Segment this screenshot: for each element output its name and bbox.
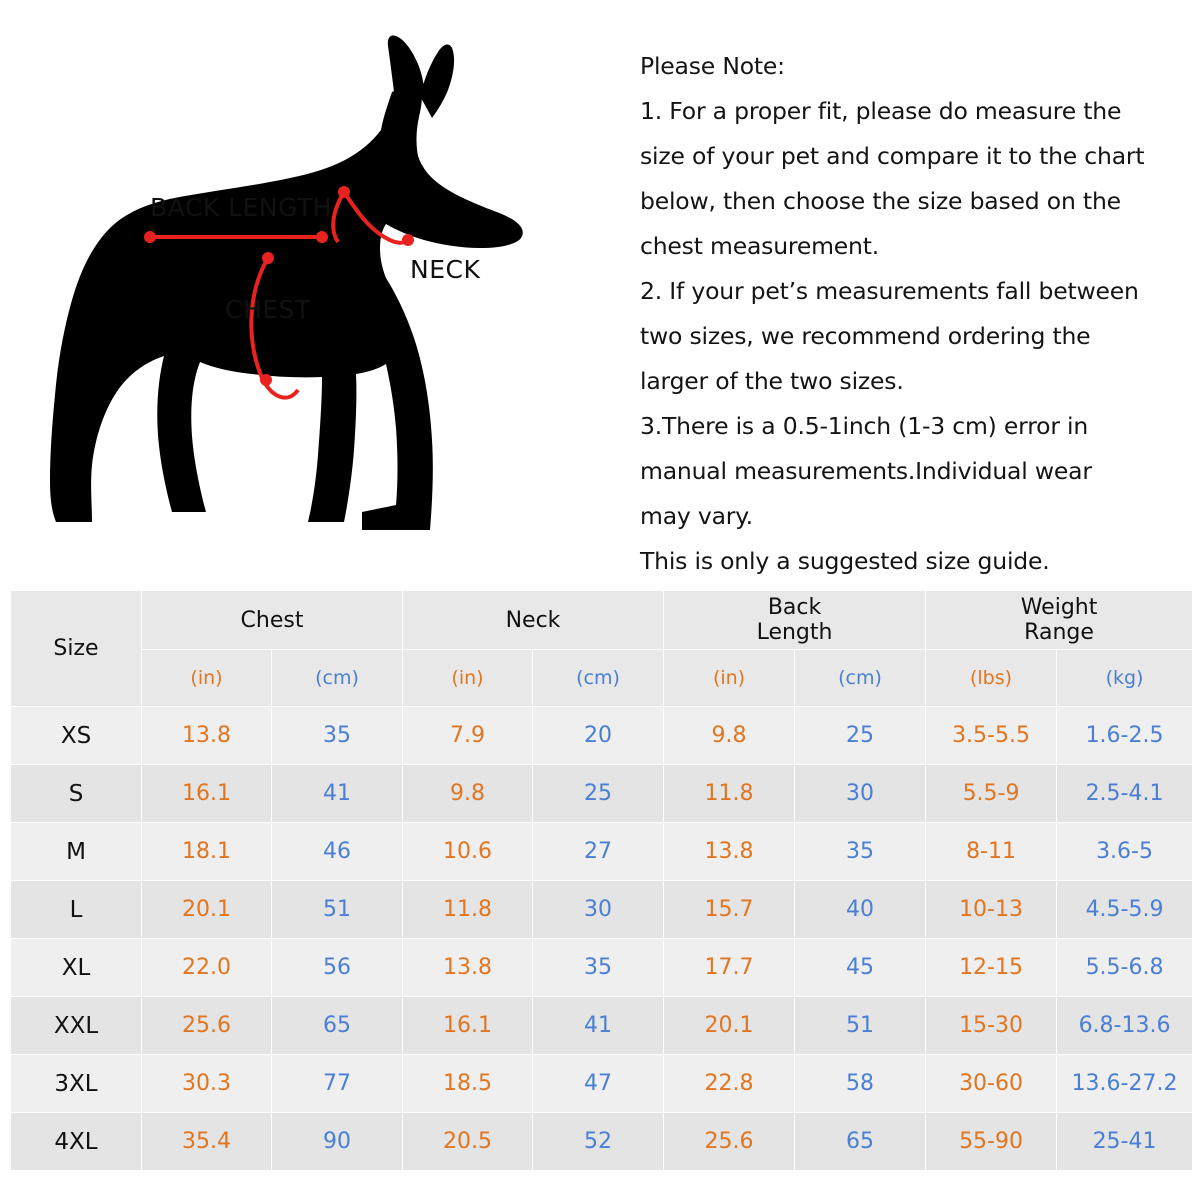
cell-size: L — [11, 881, 142, 939]
cell-chest-in: 16.1 — [142, 765, 272, 823]
header-back-length-line1: Back — [767, 595, 822, 620]
cell-size: 3XL — [11, 1055, 142, 1113]
note-line-2: size of your pet and compare it to the chart — [640, 142, 1145, 170]
cell-neck-cm: 27 — [533, 823, 664, 881]
table-row — [11, 1055, 1193, 1113]
cell-back-in: 17.7 — [664, 939, 795, 997]
size-chart-table — [10, 590, 1193, 1171]
unit-chest-cm: (cm) — [272, 650, 403, 707]
header-back-length — [664, 591, 926, 650]
note-line-5: 2. If your pet’s measurements fall between — [640, 277, 1139, 305]
note-line-8: 3.There is a 0.5-1inch (1-3 cm) error in — [640, 412, 1089, 440]
cell-back-in: 25.6 — [664, 1113, 795, 1171]
note-line-7: larger of the two sizes. — [640, 367, 904, 395]
cell-weight-lbs: 5.5-9 — [926, 765, 1057, 823]
cell-back-cm: 51 — [795, 997, 926, 1055]
cell-neck-in: 11.8 — [403, 881, 533, 939]
cell-back-in: 20.1 — [664, 997, 795, 1055]
header-weight-range-line2: Range — [1024, 620, 1094, 645]
cell-size: XL — [11, 939, 142, 997]
cell-neck-cm: 41 — [533, 997, 664, 1055]
cell-chest-cm: 56 — [272, 939, 403, 997]
label-neck: NECK — [410, 255, 481, 284]
unit-back-cm: (cm) — [795, 650, 926, 707]
note-line-6: two sizes, we recommend ordering the — [640, 322, 1091, 350]
cell-chest-in: 20.1 — [142, 881, 272, 939]
table-row — [11, 997, 1193, 1055]
note-line-10: may vary. — [640, 502, 753, 530]
cell-back-cm: 58 — [795, 1055, 926, 1113]
cell-chest-cm: 77 — [272, 1055, 403, 1113]
cell-back-in: 11.8 — [664, 765, 795, 823]
cell-neck-in: 7.9 — [403, 707, 533, 765]
note-line-9: manual measurements.Individual wear — [640, 457, 1092, 485]
cell-weight-lbs: 10-13 — [926, 881, 1057, 939]
cell-weight-kg: 2.5-4.1 — [1057, 765, 1193, 823]
cell-neck-cm: 47 — [533, 1055, 664, 1113]
table-header-group-row — [11, 591, 1193, 650]
unit-chest-in: (in) — [142, 650, 272, 707]
cell-chest-cm: 51 — [272, 881, 403, 939]
table-row — [11, 823, 1193, 881]
cell-back-in: 13.8 — [664, 823, 795, 881]
cell-back-cm: 65 — [795, 1113, 926, 1171]
cell-neck-in: 16.1 — [403, 997, 533, 1055]
table-row — [11, 939, 1193, 997]
top-section — [0, 0, 1200, 590]
label-back-length: BACK LENGTH — [150, 193, 333, 222]
cell-weight-lbs: 12-15 — [926, 939, 1057, 997]
header-weight-range — [926, 591, 1193, 650]
note-line-11: This is only a suggested size guide. — [640, 547, 1050, 575]
cell-weight-kg: 3.6-5 — [1057, 823, 1193, 881]
cell-chest-in: 30.3 — [142, 1055, 272, 1113]
cell-chest-in: 22.0 — [142, 939, 272, 997]
cell-weight-kg: 13.6-27.2 — [1057, 1055, 1193, 1113]
cell-weight-kg: 6.8-13.6 — [1057, 997, 1193, 1055]
note-line-4: chest measurement. — [640, 232, 880, 260]
note-heading: Please Note: — [640, 52, 785, 80]
cell-weight-lbs: 55-90 — [926, 1113, 1057, 1171]
cell-weight-lbs: 8-11 — [926, 823, 1057, 881]
cell-back-cm: 35 — [795, 823, 926, 881]
cell-chest-in: 25.6 — [142, 997, 272, 1055]
header-back-length-line2: Length — [756, 620, 833, 645]
cell-chest-in: 35.4 — [142, 1113, 272, 1171]
cell-neck-in: 9.8 — [403, 765, 533, 823]
cell-weight-kg: 1.6-2.5 — [1057, 707, 1193, 765]
header-chest: Chest — [142, 591, 403, 650]
cell-size: M — [11, 823, 142, 881]
cell-chest-cm: 65 — [272, 997, 403, 1055]
cell-neck-in: 10.6 — [403, 823, 533, 881]
cell-neck-cm: 52 — [533, 1113, 664, 1171]
unit-weight-lbs: (lbs) — [926, 650, 1057, 707]
please-note-block — [640, 44, 1185, 584]
cell-back-in: 9.8 — [664, 707, 795, 765]
size-chart-table-wrap — [10, 590, 1192, 1171]
table-row — [11, 1113, 1193, 1171]
cell-neck-cm: 20 — [533, 707, 664, 765]
cell-chest-cm: 90 — [272, 1113, 403, 1171]
cell-back-in: 15.7 — [664, 881, 795, 939]
cell-neck-in: 20.5 — [403, 1113, 533, 1171]
dog-measurement-illustration — [0, 0, 620, 590]
table-row — [11, 881, 1193, 939]
table-row — [11, 707, 1193, 765]
table-header-unit-row — [11, 650, 1193, 707]
cell-size: 4XL — [11, 1113, 142, 1171]
cell-size: XXL — [11, 997, 142, 1055]
cell-weight-lbs: 15-30 — [926, 997, 1057, 1055]
table-body — [11, 707, 1193, 1171]
cell-chest-cm: 35 — [272, 707, 403, 765]
cell-back-cm: 45 — [795, 939, 926, 997]
header-weight-range-line1: Weight — [1020, 595, 1098, 620]
cell-chest-in: 18.1 — [142, 823, 272, 881]
unit-weight-kg: (kg) — [1057, 650, 1193, 707]
cell-back-in: 22.8 — [664, 1055, 795, 1113]
cell-chest-cm: 46 — [272, 823, 403, 881]
cell-neck-in: 13.8 — [403, 939, 533, 997]
cell-neck-cm: 35 — [533, 939, 664, 997]
cell-weight-lbs: 30-60 — [926, 1055, 1057, 1113]
unit-back-in: (in) — [664, 650, 795, 707]
label-chest: CHEST — [225, 295, 311, 324]
cell-neck-cm: 25 — [533, 765, 664, 823]
table-head — [11, 591, 1193, 707]
cell-neck-in: 18.5 — [403, 1055, 533, 1113]
header-neck: Neck — [403, 591, 664, 650]
cell-chest-in: 13.8 — [142, 707, 272, 765]
cell-back-cm: 25 — [795, 707, 926, 765]
cell-size: S — [11, 765, 142, 823]
header-size: Size — [11, 591, 142, 707]
cell-weight-kg: 25-41 — [1057, 1113, 1193, 1171]
unit-neck-in: (in) — [403, 650, 533, 707]
note-line-3: below, then choose the size based on the — [640, 187, 1121, 215]
cell-weight-kg: 4.5-5.9 — [1057, 881, 1193, 939]
note-line-1: 1. For a proper fit, please do measure the — [640, 97, 1122, 125]
cell-size: XS — [11, 707, 142, 765]
table-row — [11, 765, 1193, 823]
cell-chest-cm: 41 — [272, 765, 403, 823]
cell-weight-kg: 5.5-6.8 — [1057, 939, 1193, 997]
cell-back-cm: 40 — [795, 881, 926, 939]
cell-neck-cm: 30 — [533, 881, 664, 939]
unit-neck-cm: (cm) — [533, 650, 664, 707]
cell-back-cm: 30 — [795, 765, 926, 823]
cell-weight-lbs: 3.5-5.5 — [926, 707, 1057, 765]
